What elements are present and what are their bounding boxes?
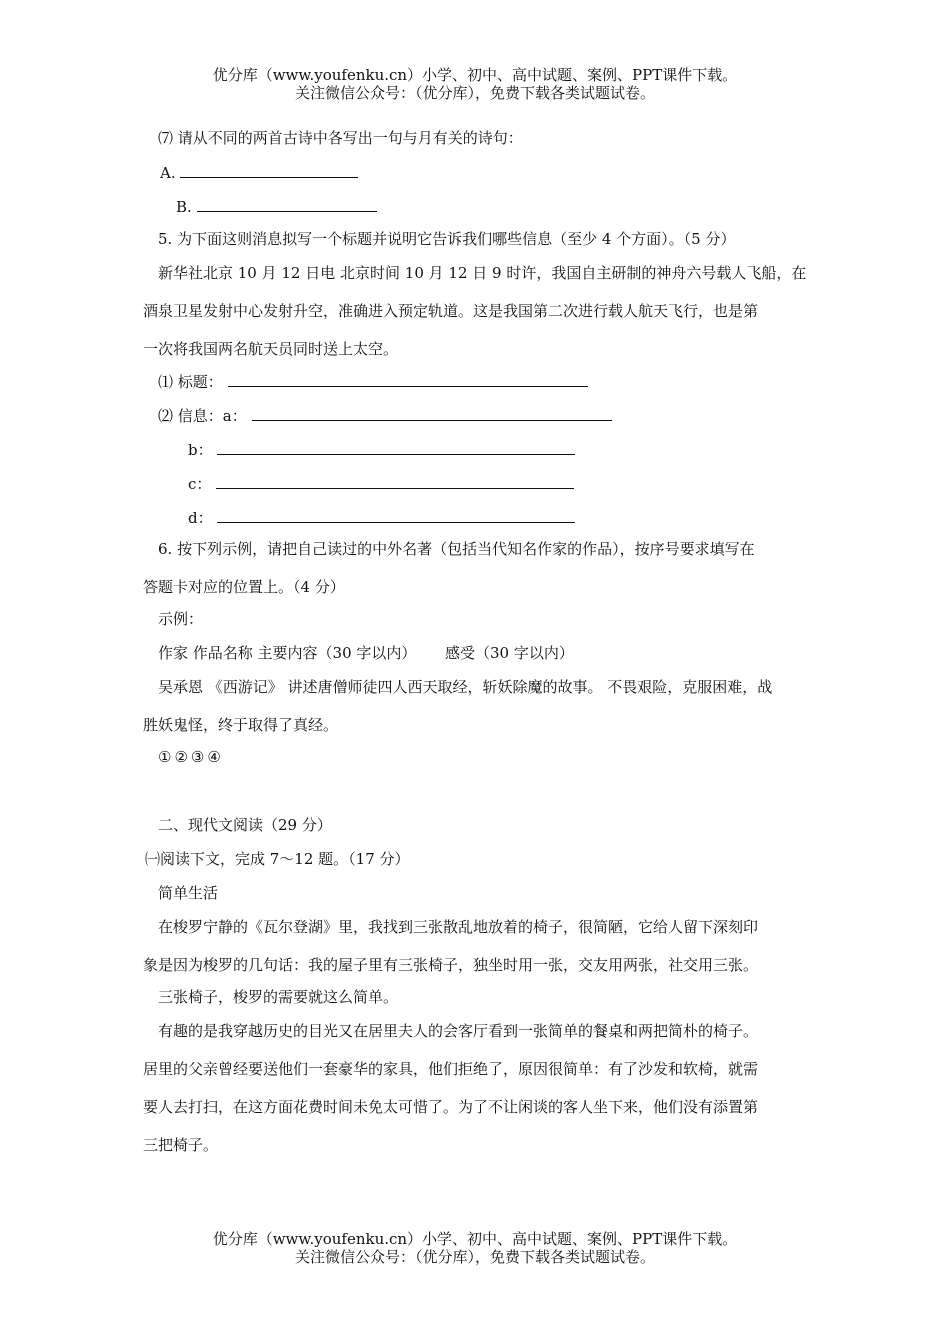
q7-answer-a [160, 162, 950, 183]
q5-info-b-blank [217, 439, 575, 455]
q5-title-row [158, 371, 950, 392]
q6-numbers: ①②③④ [158, 748, 224, 766]
article-paragraph-line: 三把椅子。 [143, 1136, 219, 1154]
q5-info-a-blank [252, 405, 612, 421]
article-paragraph-line: 有趣的是我穿越历史的目光又在居里夫人的会客厅看到一张简单的餐桌和两把简朴的椅子。 [158, 1022, 759, 1040]
q7-b-label: B. [176, 198, 192, 216]
q6-columns: 作家 作品名称 主要内容（30 字以内） 感受（30 字以内） [158, 644, 574, 662]
q5-prompt: 5. 为下面这则消息拟写一个标题并说明它告诉我们哪些信息（至少 4 个方面）。（5 分） [158, 230, 736, 248]
q5-news-line-1: 新华社北京 10 月 12 日电 北京时间 10 月 12 日 9 时许，我国自主研制的神舟六号载人飞船，在 [158, 264, 807, 282]
q7-a-blank [180, 162, 358, 178]
article-paragraph-line: 象是因为梭罗的几句话：我的屋子里有三张椅子，独坐时用一张，交友用两张，社交用三张。 [143, 956, 759, 974]
q6-prompt-line-2: 答题卡对应的位置上。（4 分） [143, 578, 345, 596]
page-header [0, 66, 950, 102]
q5-title-label: ⑴ 标题： [158, 373, 223, 391]
q5-info-d-blank [217, 507, 575, 523]
header-line-2: 关注微信公众号：（优分库），免费下载各类试题试卷。 [294, 84, 655, 102]
header-line-1: 优分库（www.youfenku.cn）小学、初中、高中试题、案例、PPT课件下载。 [212, 66, 738, 84]
q5-info-label: ⑵ 信息：a： [158, 407, 247, 425]
q6-example-line-1: 吴承恩 《西游记》 讲述唐僧师徒四人西天取经，斩妖除魔的故事。 不畏艰险，克服困难，战 [158, 678, 773, 696]
article-title: 简单生活 [158, 884, 219, 902]
q5-info-row-a [158, 405, 950, 426]
q5-title-blank [228, 371, 588, 387]
section2-subheading: ㈠阅读下文，完成 7～12 题。（17 分） [145, 850, 410, 868]
footer-line-2: 关注微信公众号：（优分库），免费下载各类试题试卷。 [294, 1248, 655, 1266]
q5-c-label: c： [188, 475, 212, 493]
q5-b-label: b： [188, 441, 213, 459]
q6-example-label: 示例： [158, 610, 204, 628]
q7-answer-b [176, 196, 950, 217]
article-paragraph-line: 在梭罗宁静的《瓦尔登湖》里，我找到三张散乱地放着的椅子，很简陋，它给人留下深刻印 [158, 918, 759, 936]
q7-prompt: ⑺ 请从不同的两首古诗中各写出一句与月有关的诗句： [158, 129, 523, 147]
article-paragraph-line: 居里的父亲曾经要送他们一套豪华的家具，他们拒绝了，原因很简单：有了沙发和软椅，就需 [143, 1060, 759, 1078]
q5-info-c-blank [216, 473, 574, 489]
footer-line-1: 优分库（www.youfenku.cn）小学、初中、高中试题、案例、PPT课件下载。 [212, 1230, 738, 1248]
q5-info-row-b [188, 439, 950, 460]
page-footer [0, 1230, 950, 1266]
q6-example-line-2: 胜妖鬼怪，终于取得了真经。 [143, 716, 339, 734]
q5-d-label: d： [188, 509, 213, 527]
q5-info-row-d [188, 507, 950, 528]
article-paragraph-line: 三张椅子，梭罗的需要就这么简单。 [158, 988, 399, 1006]
article-paragraph-line: 要人去打扫，在这方面花费时间未免太可惜了。为了不让闲谈的客人坐下来，他们没有添置第 [143, 1098, 759, 1116]
q6-prompt-line-1: 6. 按下列示例，请把自己读过的中外名著（包括当代知名作家的作品），按序号要求填写在 [158, 540, 755, 558]
section2-heading: 二、现代文阅读（29 分） [158, 816, 332, 834]
q5-news-line-2: 酒泉卫星发射中心发射升空，准确进入预定轨道。这是我国第二次进行载人航天飞行，也是第 [143, 302, 759, 320]
q5-info-row-c [188, 473, 950, 494]
q7-a-label: A. [160, 164, 176, 182]
q7-b-blank [197, 196, 377, 212]
q5-news-line-3: 一次将我国两名航天员同时送上太空。 [143, 340, 399, 358]
